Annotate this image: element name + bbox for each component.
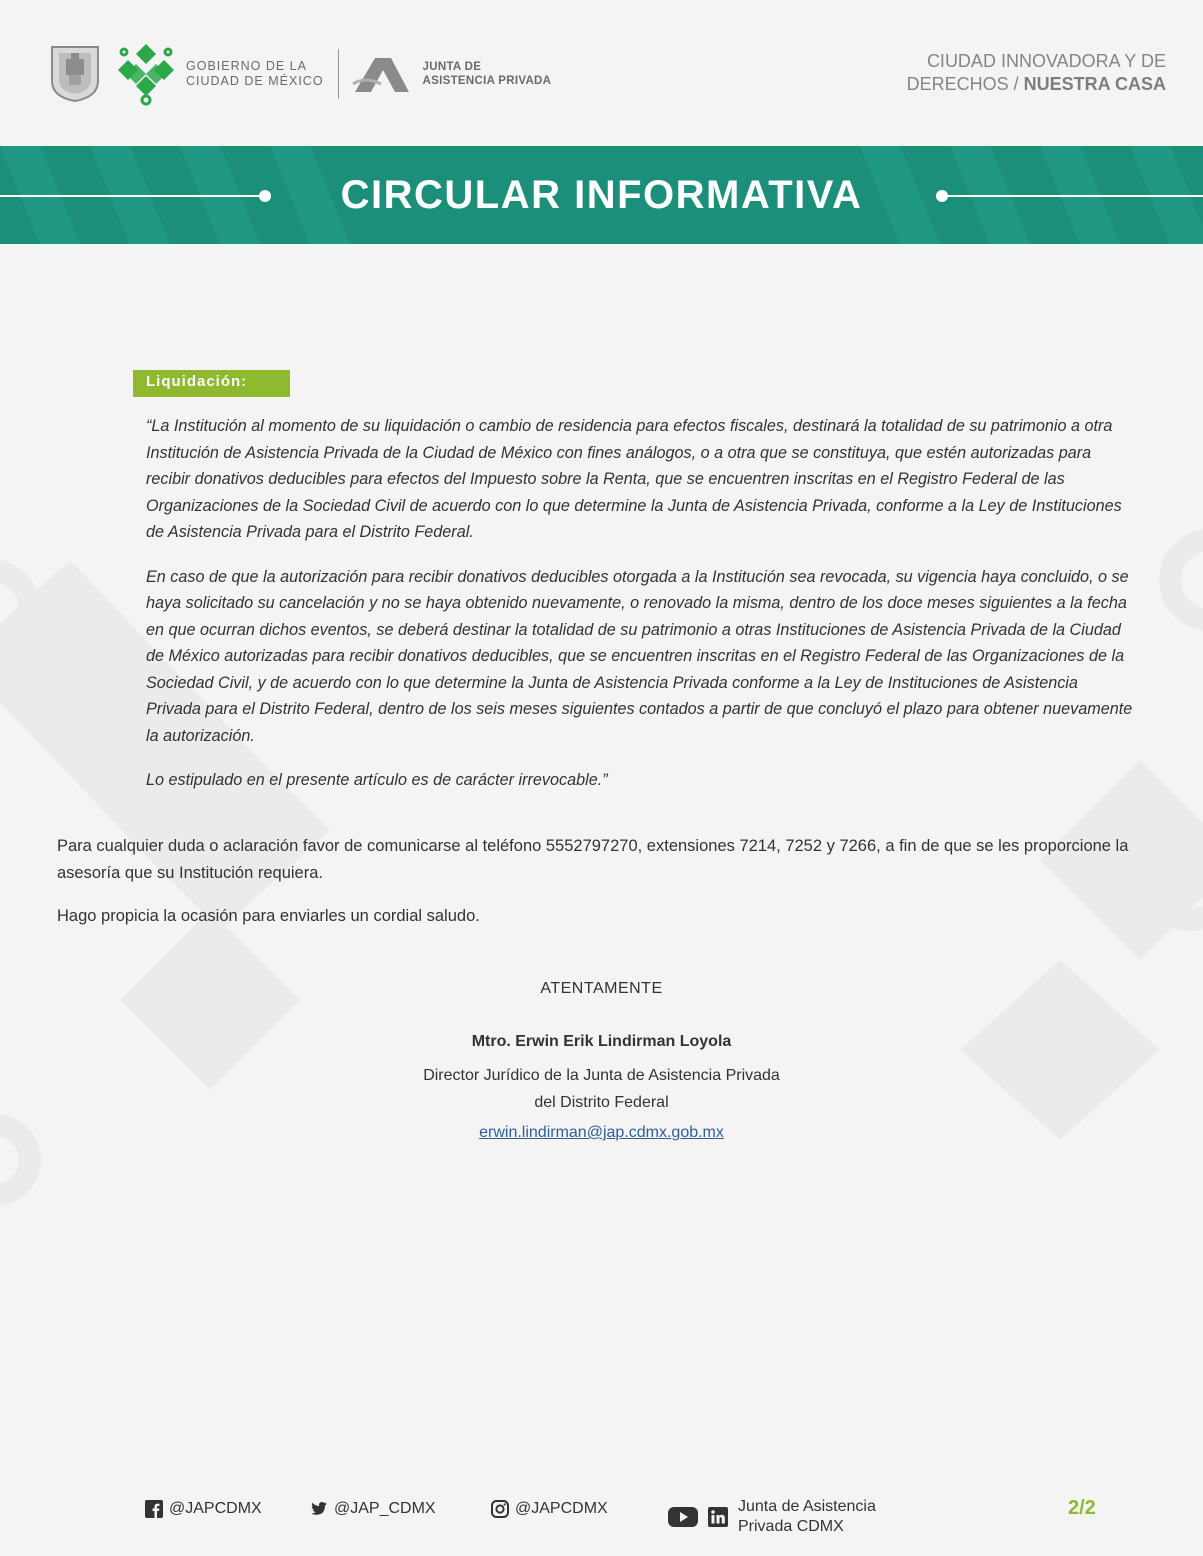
closing: ATENTAMENTE: [540, 980, 663, 997]
page-header: [0, 0, 1203, 146]
gov-line-2: CIUDAD DE MÉXICO: [186, 74, 324, 88]
quote-paragraph-2: En caso de que la autorización para recibir donativos deducibles otorgada a la Institución sea revocada, su vigencia haya concluido, o se haya solicitado su cancelación y no se haya obtenido nuevamente, o renovado la misma, dentro de los doce meses siguientes a la fecha en que ocurran dichos eventos, se deberá destinar la totalidad de su patrimonio a otras Instituciones de Asistencia Privada de la Ciudad de México autorizadas para recibir donativos deducibles, que se encuentren inscritas en el Registro Federal de las Organizaciones de la Sociedad Civil, y de acuerdo con lo que determine la Junta de Asistencia Privada conforme a la Ley de Instituciones de Asistencia Privada para el Distrito Federal, dentro de los seis meses siguientes contados a partir de que concluyó el plazo para obtener nuevamente la autorización.: [146, 567, 1133, 745]
facebook-handle[interactable]: [145, 1500, 262, 1518]
slogan-line-2: [907, 73, 1166, 96]
quote-paragraph-3: Lo estipulado en el presente artículo es de carácter irrevocable.”: [146, 771, 608, 789]
jap-logo-icon: [351, 54, 409, 94]
facebook-text: @JAPCDMX: [169, 1500, 262, 1517]
logo-divider: [338, 49, 339, 99]
signature-block: [0, 980, 1203, 1142]
youtube-icon: [668, 1506, 698, 1528]
banner-title: CIRCULAR INFORMATIVA: [340, 172, 863, 217]
role-line-1: Director Jurídico de la Junta de Asistencia Privada: [423, 1067, 780, 1084]
government-name: [186, 59, 324, 89]
email-link[interactable]: erwin.lindirman@jap.cdmx.gob.mx: [479, 1124, 724, 1141]
twitter-icon: [310, 1500, 328, 1518]
instagram-text: @JAPCDMX: [515, 1500, 608, 1517]
slogan-part-a: DERECHOS /: [906, 74, 1024, 94]
channel-line-2: Privada CDMX: [738, 1518, 844, 1535]
body-paragraph-1: Para cualquier duda o aclaración favor de comunicarse al teléfono 5552797270, extensiones 7214, 7252 y 7266, a fin de que se les proporcione la asesoría que su Institución requiera.: [57, 837, 1129, 882]
page-number: 2/2: [1068, 1497, 1096, 1519]
slogan-part-b: NUESTRA CASA: [1023, 74, 1166, 94]
cdmx-logo-icon: [118, 42, 174, 106]
gov-line-1: GOBIERNO DE LA: [186, 59, 307, 73]
title-banner: [0, 146, 1203, 244]
twitter-handle[interactable]: [310, 1500, 436, 1518]
quote-paragraph-1: “La Institución al momento de su liquidación o cambio de residencia para efectos fiscales, destinará la totalidad de su patrimonio a otra Institución de Asistencia Privada de la Ciudad de México con fines análogos, o a otra que se constituya, que estén autorizadas para recibir donativos deducibles para efectos del Impuesto sobre la Renta, que se encuentren inscritas en el Registro Federal de las Organizaciones de la Sociedad Civil de acuerdo con lo que determine la Junta de Asistencia Privada, conforme a la Ley de Instituciones de Asistencia Privada para el Distrito Federal.: [146, 417, 1122, 541]
logo-group: [50, 42, 551, 106]
signer-role: [0, 1063, 1203, 1116]
signer-name: Mtro. Erwin Erik Lindirman Loyola: [471, 1033, 732, 1050]
channel-name: [738, 1497, 876, 1537]
channel-line-1: Junta de Asistencia: [738, 1498, 876, 1515]
page-footer: [0, 1492, 1203, 1542]
role-line-2: del Distrito Federal: [534, 1093, 669, 1111]
section-tag: Liquidación:: [133, 370, 290, 397]
channel-links[interactable]: [668, 1497, 876, 1537]
slogan: [907, 50, 1166, 96]
linkedin-icon: [708, 1507, 728, 1527]
facebook-icon: [145, 1500, 163, 1518]
body-text: [57, 833, 1157, 947]
slogan-line-1: CIUDAD INNOVADORA Y DE: [926, 51, 1166, 71]
body-paragraph-2: Hago propicia la ocasión para enviarles un cordial saludo.: [57, 907, 480, 925]
jap-line-1: JUNTA DE: [422, 61, 482, 73]
twitter-text: @JAP_CDMX: [334, 1500, 436, 1517]
jap-name: [423, 60, 552, 88]
instagram-icon: [491, 1500, 509, 1518]
jap-line-2: ASISTENCIA PRIVADA: [422, 75, 552, 87]
instagram-handle[interactable]: [491, 1500, 608, 1518]
coat-of-arms-icon: [50, 45, 100, 103]
quoted-article: [146, 413, 1136, 812]
